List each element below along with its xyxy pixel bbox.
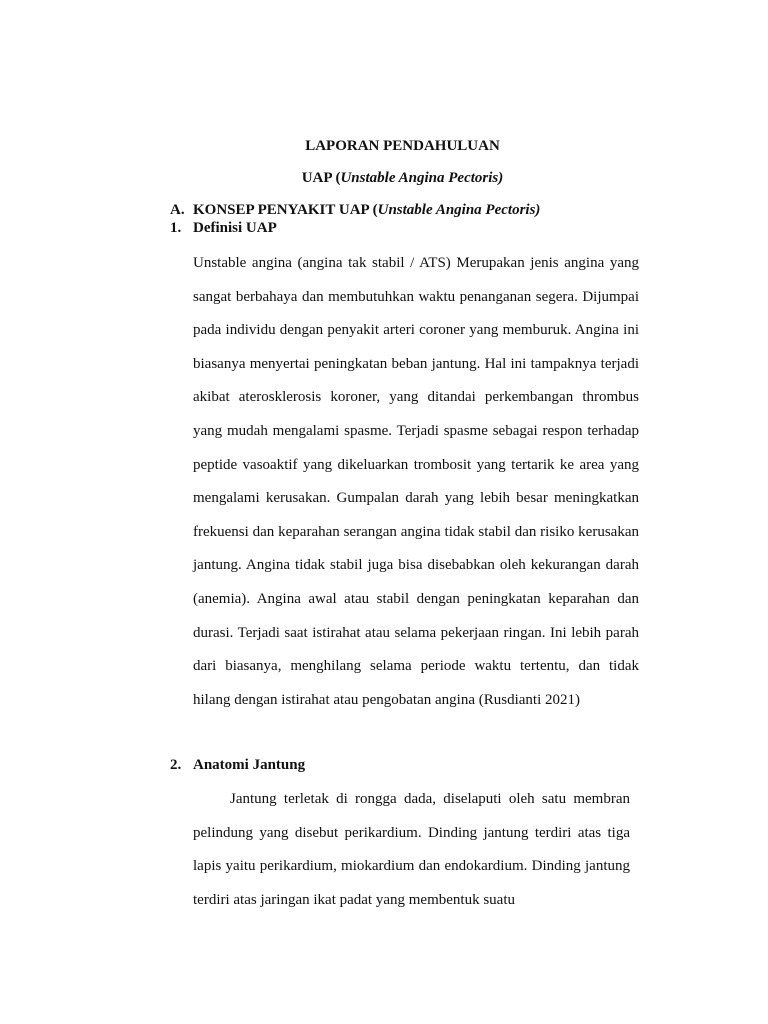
section-1-marker: 1. [170, 220, 182, 236]
section-a-heading [170, 202, 540, 219]
section-2-marker: 2. [170, 757, 182, 773]
document-subtitle [0, 170, 768, 187]
subtitle-italic: Unstable Angina Pectoris) [340, 170, 504, 186]
section-1-heading [170, 220, 277, 237]
section-a-text: KONSEP PENYAKIT UAP ( [193, 202, 378, 218]
section-a-marker: A. [170, 202, 185, 218]
section-a-italic: Unstable Angina Pectoris) [377, 202, 541, 218]
subtitle-prefix: UAP ( [301, 170, 341, 186]
paragraph-definisi: Unstable angina (angina tak stabil / ATS) Merupakan jenis angina yang sangat berbahaya dan membutuhkan waktu penanganan segera. Dijumpai pada individu dengan penyakit arteri coroner yang memburuk. Angina ini biasanya menyertai peningkatan beban jantung. Hal ini tampaknya terjadi akibat aterosklerosis koroner, yang ditandai perkembangan thrombus yang mudah mengalami spasme. Terjadi spasme sebagai respon terhadap peptide vasoaktif yang dikeluarkan trombosit yang tertarik ke area yang mengalami kerusakan. Gumpalan darah yang lebih besar meningkatkan frekuensi dan keparahan serangan angina tidak stabil dan risiko kerusakan jantung. Angina tidak stabil juga bisa disebabkan oleh kekurangan darah (anemia). Angina awal atau stabil dengan peningkatan keparahan dan durasi. Terjadi saat istirahat atau selama pekerjaan ringan. Ini lebih parah dari biasanya, menghilang selama periode waktu tertentu, dan tidak hilang dengan istirahat atau pengobatan angina (Rusdianti 2021) [193, 255, 639, 708]
section-1-text: Definisi UAP [193, 220, 277, 236]
section-2-text: Anatomi Jantung [193, 757, 306, 773]
document-title: LAPORAN PENDAHULUAN [305, 138, 500, 154]
section-2-heading [170, 757, 305, 774]
paragraph-anatomi: Jantung terletak di rongga dada, diselaputi oleh satu membran pelindung yang disebut perikardium. Dinding jantung terdiri atas tiga lapis yaitu perikardium, miokardium dan endokardium. Dinding jantung terdiri atas jaringan ikat padat yang membentuk suatu [193, 791, 630, 908]
